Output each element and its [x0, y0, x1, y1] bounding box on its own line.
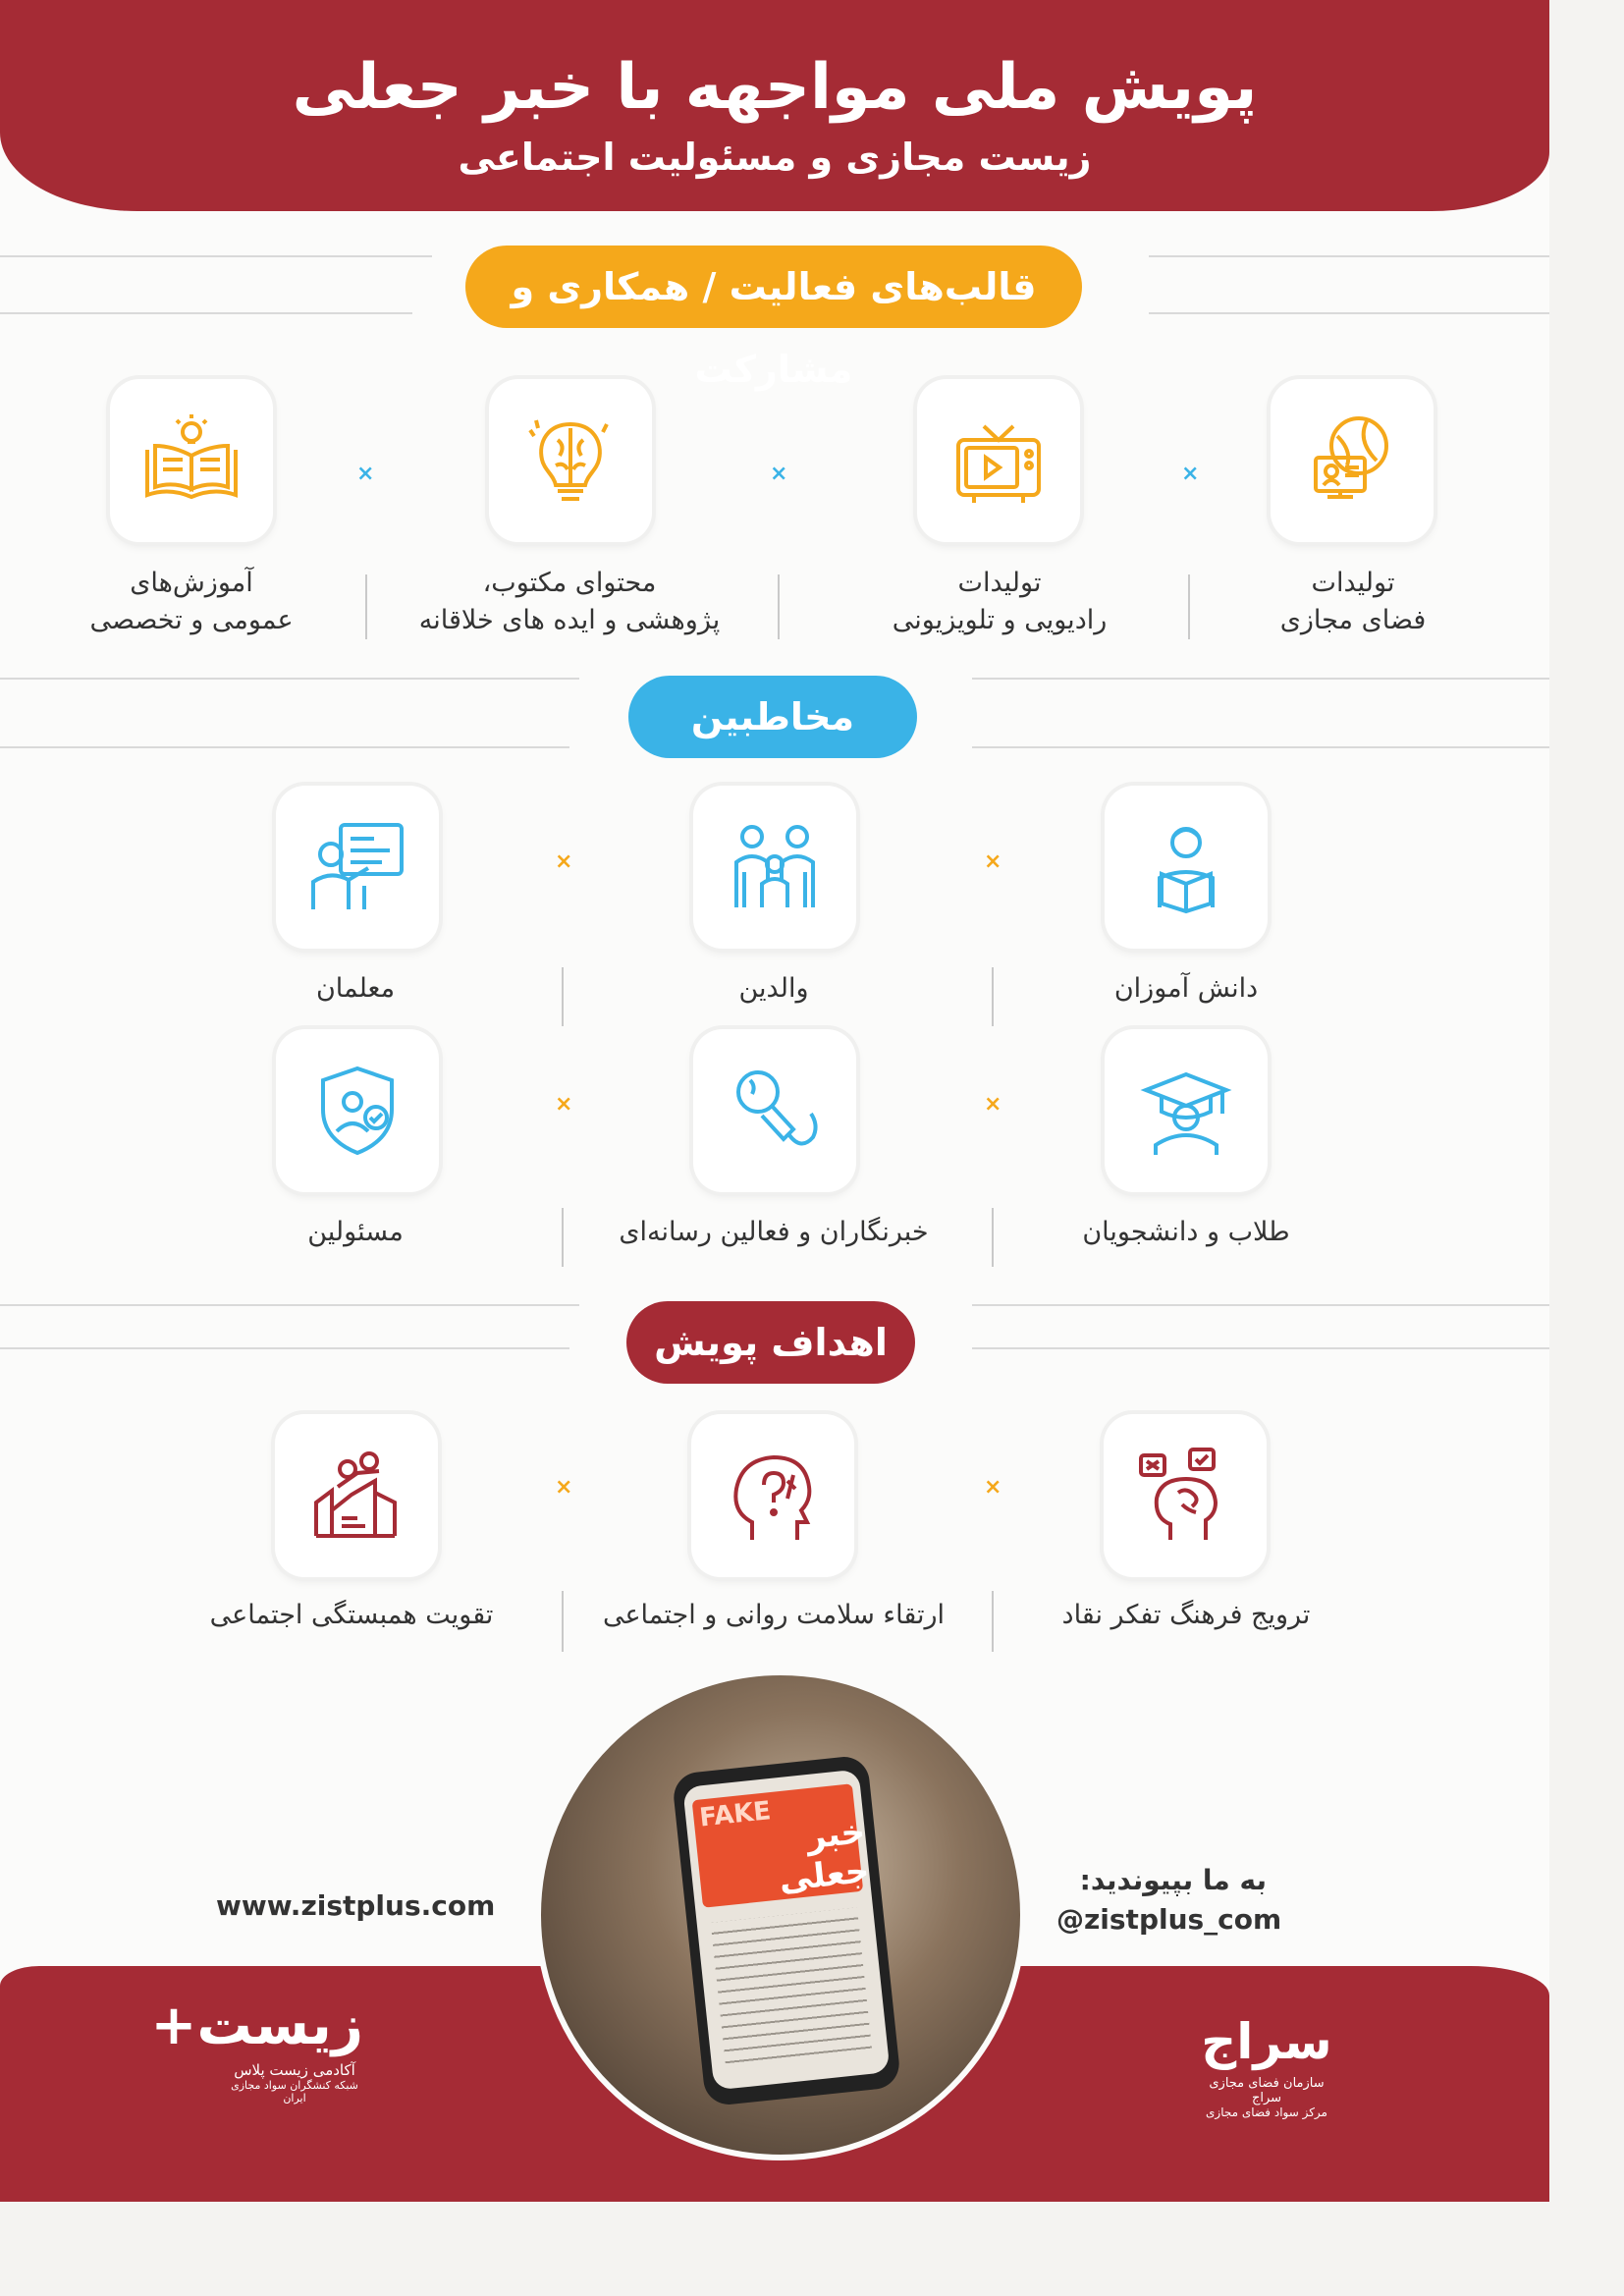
goal-label-critical-thinking: ترویج فرهنگ تفکر نقاد [1061, 1600, 1311, 1630]
divider-line [0, 1304, 579, 1306]
header-band [0, 0, 1549, 211]
goal-label-mental-health: ارتقاء سلامت روانی و اجتماعی [602, 1600, 946, 1630]
separator-x-icon: × [555, 1092, 573, 1117]
audience-label-parents: والدین [738, 973, 809, 1004]
divider-line [0, 255, 432, 257]
open-book-icon [110, 379, 273, 542]
family-icon [693, 786, 856, 949]
divider-line [972, 678, 1549, 680]
fake-news-label: خبر جعلی [777, 1812, 872, 1900]
vertical-divider [778, 574, 780, 639]
format-label-digital: تولیدات فضای مجازی [1279, 568, 1427, 635]
divider-line [0, 1347, 569, 1349]
poster-title: پویش ملی مواجهه با خبر جعلی [292, 51, 1258, 124]
separator-x-icon: × [555, 849, 573, 874]
divider-line [0, 678, 579, 680]
separator-x-icon: × [984, 1092, 1002, 1117]
divider-line [972, 1304, 1549, 1306]
vertical-divider [992, 967, 994, 1026]
vertical-divider [562, 1591, 564, 1652]
fake-news-illustration [535, 1669, 1026, 2160]
zistplus-logo: زیست+ آکادمی زیست پلاس شبکه کنشگران سواد مجازی ایران [150, 1994, 363, 2105]
audience-label-students: دانش آموزان [1113, 973, 1259, 1004]
format-label-tv: تولیدات رادیویی و تلویزیونی [892, 568, 1108, 635]
section-title-goals: اهداف پویش [626, 1301, 915, 1384]
brain-bulb-icon [489, 379, 652, 542]
divider-line [972, 746, 1549, 748]
divider-line [1149, 312, 1549, 314]
audience-label-officials: مسئولین [307, 1217, 404, 1247]
separator-x-icon: × [984, 849, 1002, 874]
microphone-icon [693, 1029, 856, 1192]
goal-label-solidarity: تقویت همبستگی اجتماعی [209, 1600, 494, 1630]
join-label: به ما بپیوندید: [1079, 1864, 1267, 1896]
divider-line [1149, 255, 1549, 257]
section-title-audience: مخاطبین [628, 676, 917, 758]
phone-image [672, 1754, 901, 2106]
shield-person-icon [276, 1029, 439, 1192]
separator-x-icon: × [770, 462, 788, 486]
solidarity-icon [275, 1414, 438, 1577]
section-title-formats: قالب‌های فعالیت / همکاری و مشارکت [465, 246, 1082, 328]
separator-x-icon: × [356, 462, 375, 486]
divider-line [972, 1347, 1549, 1349]
website-link[interactable]: www.zistplus.com [216, 1889, 496, 1922]
student-reading-icon [1105, 786, 1268, 949]
seraj-logo: سراج سازمان فضای مجازی سراج مرکز سواد فضای مجازی [1201, 2013, 1332, 2119]
mental-health-icon [691, 1414, 854, 1577]
divider-line [0, 312, 412, 314]
format-label-written: محتوای مکتوب، پژوهشی و ایده های خلاقانه [418, 568, 721, 635]
vertical-divider [562, 967, 564, 1026]
vertical-divider [365, 574, 367, 639]
separator-x-icon: × [984, 1475, 1002, 1500]
audience-label-journalists: خبرنگاران و فعالین رسانه‌ای [619, 1217, 929, 1247]
poster-subtitle: زیست مجازی و مسئولیت اجتماعی [458, 136, 1092, 179]
tv-icon [917, 379, 1080, 542]
vertical-divider [992, 1591, 994, 1652]
critical-thinking-icon [1104, 1414, 1267, 1577]
vertical-divider [992, 1208, 994, 1267]
graduate-icon [1105, 1029, 1268, 1192]
social-handle[interactable]: @zistplus_com [1056, 1903, 1282, 1936]
fake-label: FAKE [697, 1796, 773, 1833]
teacher-board-icon [276, 786, 439, 949]
divider-line [0, 746, 569, 748]
vertical-divider [562, 1208, 564, 1267]
vertical-divider [1188, 574, 1190, 639]
format-label-training: آموزش‌های عمومی و تخصصی [89, 568, 294, 635]
separator-x-icon: × [555, 1475, 573, 1500]
audience-label-teachers: معلمان [315, 973, 396, 1004]
audience-label-seminarians: طلاب و دانشجویان [1082, 1217, 1290, 1247]
digital-content-icon [1271, 379, 1434, 542]
separator-x-icon: × [1181, 462, 1200, 486]
